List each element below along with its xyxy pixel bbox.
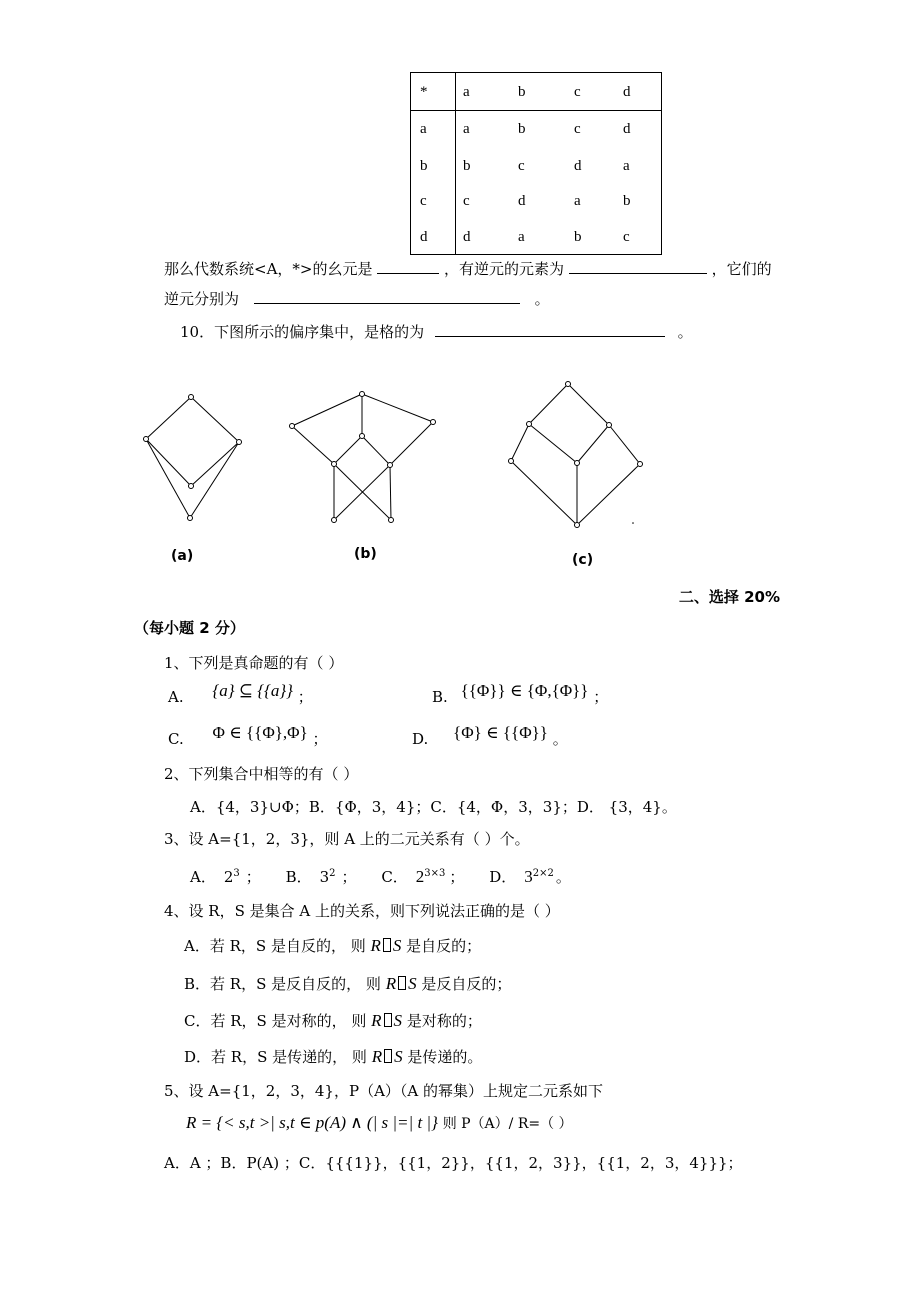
q3-a-end: ； — [245, 868, 261, 886]
q3-stem: 3、设 A={1，2，3}，则 A 上的二元关系有（ ）个。 — [164, 830, 530, 848]
table-cell: c — [623, 229, 630, 245]
q4-d-s: S — [394, 1047, 403, 1066]
q4-d-pre: D．若 R，S 是传递的， 则 — [184, 1048, 367, 1066]
q3-d-base: 3 — [524, 867, 533, 886]
hasse-diagram-b — [292, 394, 433, 520]
q9-text-a: 那么代数系统<A，*>的幺元是 — [164, 260, 373, 278]
q1-d-end: 。 — [552, 730, 568, 748]
hasse-diagrams — [0, 0, 920, 600]
q4-b-r: R — [385, 974, 397, 993]
table-cell: b — [518, 121, 526, 137]
q4-a-r: R — [370, 936, 381, 955]
q4-c-pre: C．若 R，S 是对称的， 则 — [184, 1012, 367, 1030]
q1-stem: 1、下列是真命题的有（ ） — [164, 654, 344, 672]
table-cell: b — [420, 158, 428, 174]
q9-text-d: 逆元分别为 — [164, 290, 240, 308]
section-title: 二、选择 20% — [678, 588, 780, 606]
table-cell: c — [420, 193, 427, 209]
table-header-cell: c — [574, 84, 581, 100]
q4-a-post: 是自反的； — [406, 937, 482, 955]
q5-formula: R = {< s,t >| s,t ∈ p(A) ∧ (| s |=| t |} — [186, 1113, 438, 1132]
q4-b-post: 是反自反的； — [421, 975, 512, 993]
table-header-cell: * — [420, 84, 428, 100]
q3-c-exp: 3×3 — [424, 868, 446, 879]
q3-b[interactable] — [286, 868, 357, 886]
q3-c[interactable] — [381, 868, 464, 886]
q4-c-post: 是对称的； — [406, 1012, 482, 1030]
q1-option-c[interactable] — [168, 723, 328, 749]
table-cell: d — [518, 193, 526, 209]
q3-c-end: ； — [449, 868, 465, 886]
q2-options: A．{4，3}∪Φ；B．{Φ，3，4}；C．{4，Φ，3，3}；D． {3，4}。 — [190, 798, 677, 816]
q1-a-label: A. — [168, 688, 184, 706]
q3-c-label: C． — [381, 868, 408, 886]
q1-c-label: C. — [168, 730, 184, 748]
q1-b-label: B. — [432, 688, 448, 706]
q1-c-math: Φ ∈ {{Φ},Φ} — [212, 723, 308, 742]
diagram-label-c: (c) — [572, 552, 594, 568]
section-note: （每小题 2 分） — [134, 619, 245, 637]
diagram-label-a: (a) — [171, 548, 194, 564]
q4-d-post: 是传递的。 — [407, 1048, 483, 1066]
missing-glyph-icon — [398, 976, 406, 990]
q4-d-r: R — [371, 1047, 383, 1066]
table-cell: d — [463, 229, 471, 245]
q3-d-label: D． — [489, 868, 517, 886]
q9-text-c: ，它们的 — [711, 260, 772, 278]
q5-formula-line — [186, 1113, 573, 1133]
q5-stem: 5、设 A={1，2，3，4}，P（A）（A 的幂集）上规定二元系如下 — [164, 1082, 604, 1100]
table-cell: b — [574, 229, 582, 245]
q1-b-end: ； — [593, 688, 609, 706]
q3-b-end: ； — [341, 868, 357, 886]
q4-option-c[interactable] — [184, 1010, 482, 1031]
table-cell: d — [623, 121, 631, 137]
table-header-cell: d — [623, 84, 631, 100]
q4-c-s: S — [393, 1011, 403, 1030]
q1-d-label: D. — [412, 730, 429, 748]
q4-a-pre: A．若 R，S 是自反的， 则 — [184, 937, 366, 955]
q5-options: A．A ；B．P(A) ；C．{{{1}}，{{1，2}}，{{1，2，3}}，{{1，2，3，4}}}； — [164, 1154, 743, 1172]
q2-stem: 2、下列集合中相等的有（ ） — [164, 765, 359, 783]
table-cell: c — [574, 121, 581, 137]
missing-glyph-icon — [384, 1049, 392, 1063]
q3-a[interactable] — [190, 868, 261, 886]
table-cell: a — [420, 121, 427, 137]
q1-a-math: {a} ⊆ {{a}} — [212, 681, 293, 700]
q4-stem: 4、设 R，S 是集合 A 上的关系，则下列说法正确的是（ ） — [164, 902, 560, 920]
q3-a-label: A． — [190, 868, 216, 886]
q1-c-end: ； — [312, 730, 328, 748]
missing-glyph-icon — [384, 1013, 392, 1027]
q3-d[interactable] — [489, 868, 571, 886]
q1-option-a[interactable] — [168, 681, 313, 707]
table-cell: d — [420, 229, 428, 245]
q9-text-e: 。 — [534, 290, 550, 308]
q1-option-d[interactable] — [412, 723, 568, 749]
q1-d-math: {Φ} ∈ {{Φ}} — [453, 723, 548, 742]
table-cell: c — [463, 193, 470, 209]
q4-option-a[interactable] — [184, 935, 481, 956]
q3-b-base: 3 — [319, 868, 330, 886]
q4-option-d[interactable] — [184, 1046, 482, 1067]
table-header-cell: a — [463, 84, 470, 100]
table-cell: a — [623, 158, 630, 174]
hasse-diagram-c — [511, 384, 640, 525]
missing-glyph-icon — [383, 938, 391, 952]
q3-a-exp: 3 — [233, 868, 240, 879]
q3-d-exp: 2×2 — [532, 868, 554, 879]
q3-a-base: 2 — [223, 868, 234, 886]
q10-text: 10．下图所示的偏序集中，是格的为 — [180, 323, 425, 341]
q1-b-math: {{Φ}} ∈ {Φ,{Φ}} — [460, 681, 589, 700]
diagram-label-b: (b) — [354, 546, 377, 562]
table-header-cell: b — [518, 84, 526, 100]
q3-b-exp: 2 — [329, 868, 336, 879]
q3-options — [190, 866, 571, 887]
table-cell: a — [518, 229, 525, 245]
q1-option-b[interactable] — [432, 681, 609, 707]
q4-b-pre: B．若 R，S 是反自反的， 则 — [184, 975, 381, 993]
q4-c-r: R — [371, 1011, 382, 1030]
q3-d-end: 。 — [555, 868, 571, 886]
q4-b-s: S — [408, 974, 417, 993]
q3-b-label: B． — [285, 868, 312, 886]
q3-c-base: 2 — [415, 867, 425, 886]
q4-option-b[interactable] — [184, 973, 511, 994]
table-cell: d — [574, 158, 582, 174]
q4-a-s: S — [392, 936, 402, 955]
table-cell: b — [623, 193, 631, 209]
table-cell: c — [518, 158, 525, 174]
q10-end: 。 — [677, 323, 693, 341]
q5-formula-end: 则 P（A）/ R=（ ） — [442, 1116, 573, 1132]
hasse-diagram-a — [146, 397, 239, 518]
table-cell: b — [463, 158, 471, 174]
q9-text-b: ，有逆元的元素为 — [444, 260, 565, 278]
table-cell: a — [463, 121, 470, 137]
q1-a-end: ； — [297, 688, 313, 706]
table-cell: a — [574, 193, 581, 209]
